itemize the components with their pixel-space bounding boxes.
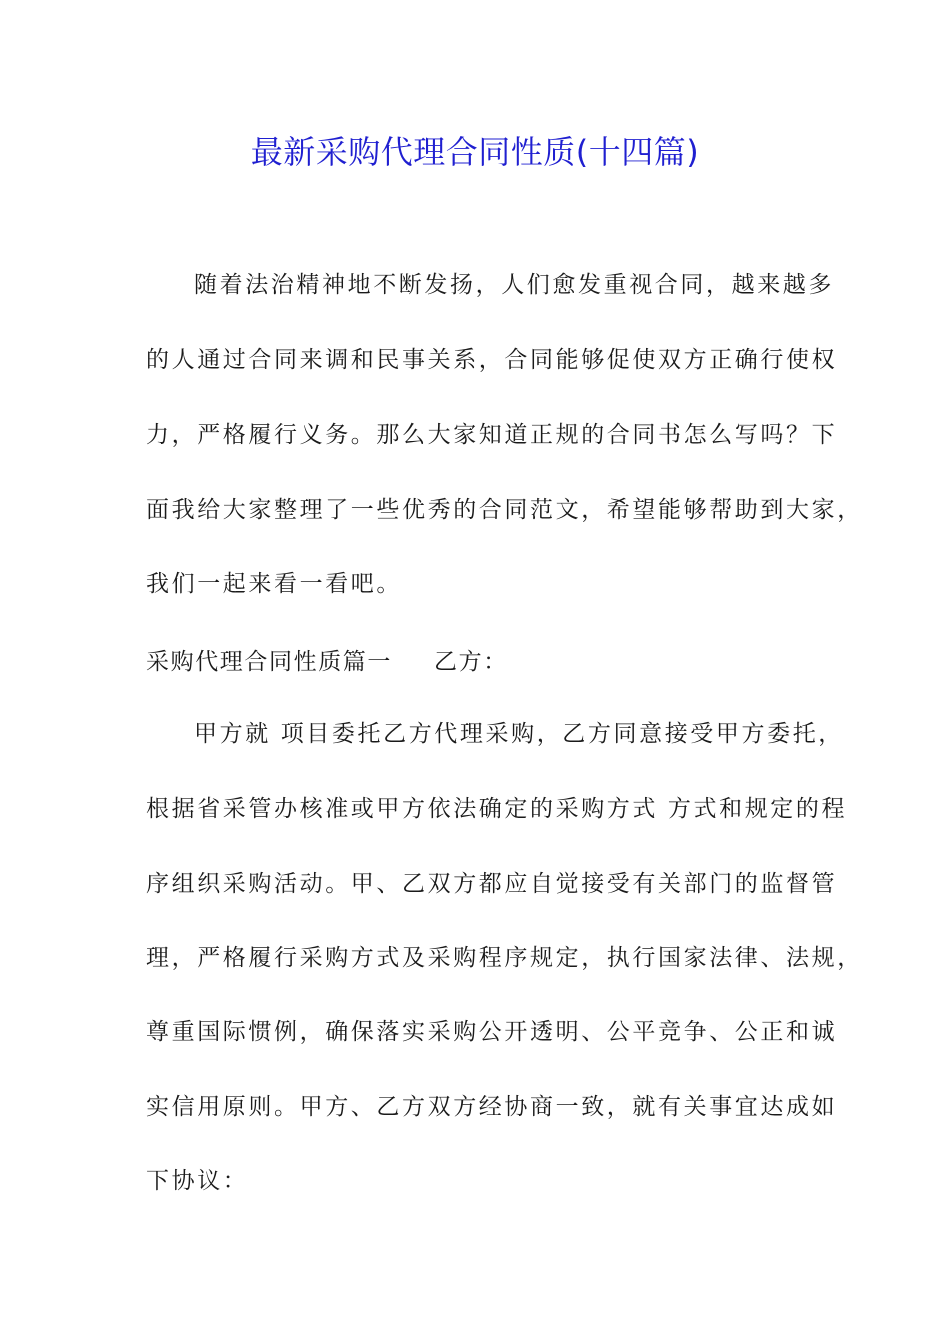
party-b-label: 乙方： [434, 649, 508, 675]
intro-line: 随着法治精神地不断发扬，人们愈发重视合同，越来越多 [194, 272, 834, 298]
body-line: 尊重国际惯例，确保落实采购公开透明、公平竞争、公正和诚 [146, 1019, 838, 1045]
document-title: 最新采购代理合同性质(十四篇) [250, 133, 700, 171]
intro-line: 的人通过合同来调和民事关系，合同能够促使双方正确行使权 [146, 347, 838, 373]
section-heading: 采购代理合同性质篇一 [146, 649, 392, 675]
intro-line: 我们一起来看一看吧。 [146, 571, 402, 597]
section-heading-row [146, 644, 508, 680]
body-line: 甲方就 项目委托乙方代理采购，乙方同意接受甲方委托， [194, 721, 844, 747]
body-line: 下协议： [146, 1168, 249, 1194]
body-line: 序组织采购活动。甲、乙双方都应自觉接受有关部门的监督管 [146, 871, 838, 897]
intro-line: 力，严格履行义务。那么大家知道正规的合同书怎么写吗？下 [146, 422, 838, 448]
body-line: 根据省采管办核准或甲方依法确定的采购方式 方式和规定的程 [146, 796, 848, 822]
intro-line: 面我给大家整理了一些优秀的合同范文，希望能够帮助到大家， [146, 497, 863, 523]
body-line: 实信用原则。甲方、乙方双方经协商一致，就有关事宜达成如 [146, 1094, 838, 1120]
body-line: 理，严格履行采购方式及采购程序规定，执行国家法律、法规， [146, 945, 863, 971]
